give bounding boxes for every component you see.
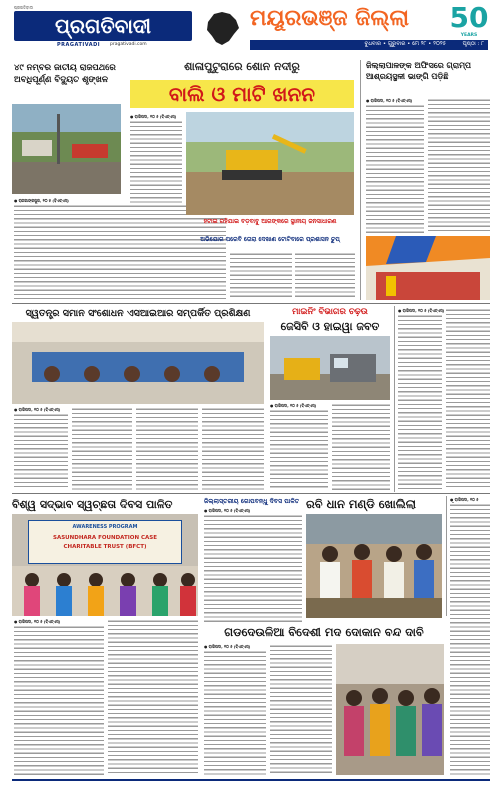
story-s7-banner (28, 520, 182, 564)
logo-subtitle: PRAGATIVADI (57, 42, 101, 48)
story-s7-headline: ବିଶ୍ୱ ସଦ୍ଭାବ ସ୍ୱଚ୍ଛତା ଦିବସ ପାଳିତ (12, 498, 173, 511)
story-s4-body-col1 (14, 413, 68, 490)
masthead-tagline: ପ୍ରଗତିବାଦୀ (14, 5, 34, 10)
story-s4-body-col3 (136, 407, 198, 490)
story-s7-banner-line1: SASUNDHARA FOUNDATION CASE (53, 535, 157, 541)
story-s6-body-col1 (398, 314, 442, 490)
page-number: ପୃଷ୍ଠା : ୮ (462, 41, 484, 47)
story-s9-body (204, 514, 302, 622)
story-s2-kicker: ଶାଳାପୁଟୁରାରେ ଶୋନ ନଦୀରୁ (184, 60, 300, 73)
story-s2-body-col3 (295, 252, 355, 300)
anniversary-label: YEARS (460, 33, 478, 38)
website: pragativadi.com (110, 42, 147, 47)
story-s10-headline: ଗଡଦେଉଳିଆ ବିଦେଶୀ ମଦ ଦୋକାନ ବନ୍ଦ ଦାବି (224, 625, 424, 639)
story-s10-photo (336, 644, 444, 775)
story-s5-kicker: ମାଇନିଂ ବିଭାଗର ଚଢ଼ଉ (292, 307, 368, 317)
story-s3-body-col2 (428, 98, 490, 234)
story-s6-body-col2 (446, 308, 490, 490)
story-s8-headline: ରବି ଧାନ ମଣ୍ଡି ଖୋଲିଲା (306, 497, 416, 511)
dateline-text: ବୁଧବାର • ଗୁରୁବାର • ମେ ୨୮ • ୨୦୨୫ (364, 41, 446, 47)
anniversary-emblem (448, 3, 490, 39)
odisha-map-icon (204, 8, 242, 48)
story-s2-body-col1 (130, 120, 182, 242)
story-s10-dateline: ● ବାରିପଦା, ୧୦ ୫ (ବିଏଚ୍‌ଏସ୍‌) (204, 644, 251, 649)
story-s2-subhead1: ହଟାଇ ରହିଯାଇ ବଡ଼ବାବୁ ଆଗଙ୍କରେ ସ୍ଥାନୀୟ ଜନସାଧାରଣ (203, 218, 337, 225)
newspaper-logo (14, 11, 192, 41)
story-s4-body-col4 (202, 407, 264, 490)
story-s2-dateline: ● ବାରିପଦା, ୧୦ ୫ (ବିଏଚ୍‌ଏସ୍‌) (130, 114, 177, 119)
story-s1-dateline: ● ରାଜଗାଙ୍ଗପୁର, ୧୦ ୫ (ବିଏଚ୍‌ଏସ୍‌) (14, 198, 69, 203)
column-divider-mid-right (394, 306, 395, 492)
story-s7-banner-title: AWARENESS PROGRAM (72, 524, 138, 530)
story-s2-headline: ବାଲି ଓ ମାଟି ଖନନ (168, 82, 316, 106)
story-s5-body-col2 (332, 403, 390, 490)
story-s2-body-col2 (230, 252, 292, 300)
story-s2-subhead2: ଅଭିଯୋଗ ପରେବି ତୋରା ଦେଖାଣ ଟୋଟିବାରେ ପ୍ରଶାସନ ଚୁପ୍ (200, 236, 340, 243)
story-s7-banner-line2: CHARITABLE TRUST (BFCT) (63, 544, 147, 550)
story-s1-photo (12, 104, 121, 194)
story-s5-photo (270, 336, 390, 400)
story-s7-dateline: ● ବାରିପଦା, ୧୦ ୫ (ବିଏଚ୍‌ଏସ୍‌) (14, 619, 61, 624)
story-s3-photo (366, 236, 490, 300)
story-s5-dateline: ● ବାରିପଦା, ୧୦ ୫ (ବିଏଚ୍‌ଏସ୍‌) (270, 403, 317, 408)
anniversary-number: 50 (449, 1, 489, 34)
story-s9-headline: ଜିଲ୍ଲାସ୍ତରୀୟ ଗୋପବନ୍ଧୁ ଦିବସ ପାଳିତ (204, 498, 300, 505)
story-s9-dateline: ● ବାରିପଦା, ୧୦ ୫ (ବିଏଚ୍‌ଏସ୍‌) (204, 508, 251, 513)
story-s2-headline-box (130, 80, 354, 108)
section-divider-2 (12, 493, 490, 494)
newspaper-logo-text: ପ୍ରଗତିବାଦୀ (54, 14, 152, 38)
story-s5-body-col1 (270, 409, 328, 490)
story-s11-body (450, 503, 490, 775)
story-s3-headline: ଜିଲ୍ଲାପାଳଙ୍କ ଅଫିସରେ ଗ୍ରାମ୍ପ ଆଶ୍ରୟସ୍ଥଳୀ ଭାଙ୍ଗି ପଡ଼ିଛି (366, 61, 472, 81)
story-s6-dateline: ● ବାରିପଦା, ୧୦ ୫ (ବିଏଚ୍‌ଏସ୍‌) (398, 308, 445, 313)
story-s7-body-col1 (14, 625, 104, 775)
story-s7-body-col2 (108, 619, 198, 775)
section-title: ମୟୂରଭଞ୍ଜ ଜିଲ୍ଲା (250, 6, 410, 31)
column-divider-right (360, 60, 361, 300)
story-s2-body-col4 (130, 246, 226, 300)
dateline-bar (250, 40, 488, 50)
story-s3-dateline: ● ବାରିପଦା, ୧୦ ୫ (ବିଏଚ୍‌ଏସ୍‌) (366, 98, 413, 103)
story-s10-body-col1 (204, 650, 266, 775)
story-s5-headline: ଜେସିବି ଓ ହାଇୱା ଜବତ (280, 320, 380, 333)
story-s4-dateline: ● ବାରିପଦା, ୧୦ ୫ (ବିଏଚ୍‌ଏସ୍‌) (14, 407, 61, 412)
story-s8-photo (306, 514, 442, 618)
section-divider-1 (12, 303, 490, 304)
masthead (0, 0, 500, 56)
story-s4-body-col2 (72, 407, 132, 490)
story-s4-headline: ସ୍ୱତନ୍ତ୍ର ସମାନ ସଂଶୋଧନ ଏସଆଇଆର ସମ୍ପର୍କିତ ପ୍ରଶିକ୍ଷଣ (25, 308, 251, 319)
column-divider-lower-right (446, 496, 447, 616)
story-s4-photo (12, 322, 264, 404)
footer-rule (12, 779, 490, 781)
story-s1-headline: ୪୯ ନମ୍ବର ଜାତୀୟ ରାଜପଥରେ ଅବଧିପୂର୍ଣ୍ଣ ବିଦ୍ୟୁତ ଶୃଙ୍ଖଳ (14, 63, 116, 85)
story-s2-photo (186, 112, 354, 215)
story-s10-body-col2 (270, 644, 332, 775)
story-s11-dateline: ● ବାରିପଦା, ୧୦ ୫ (450, 497, 479, 502)
story-s7-photo (12, 514, 198, 616)
story-s3-body-col1 (366, 104, 424, 234)
